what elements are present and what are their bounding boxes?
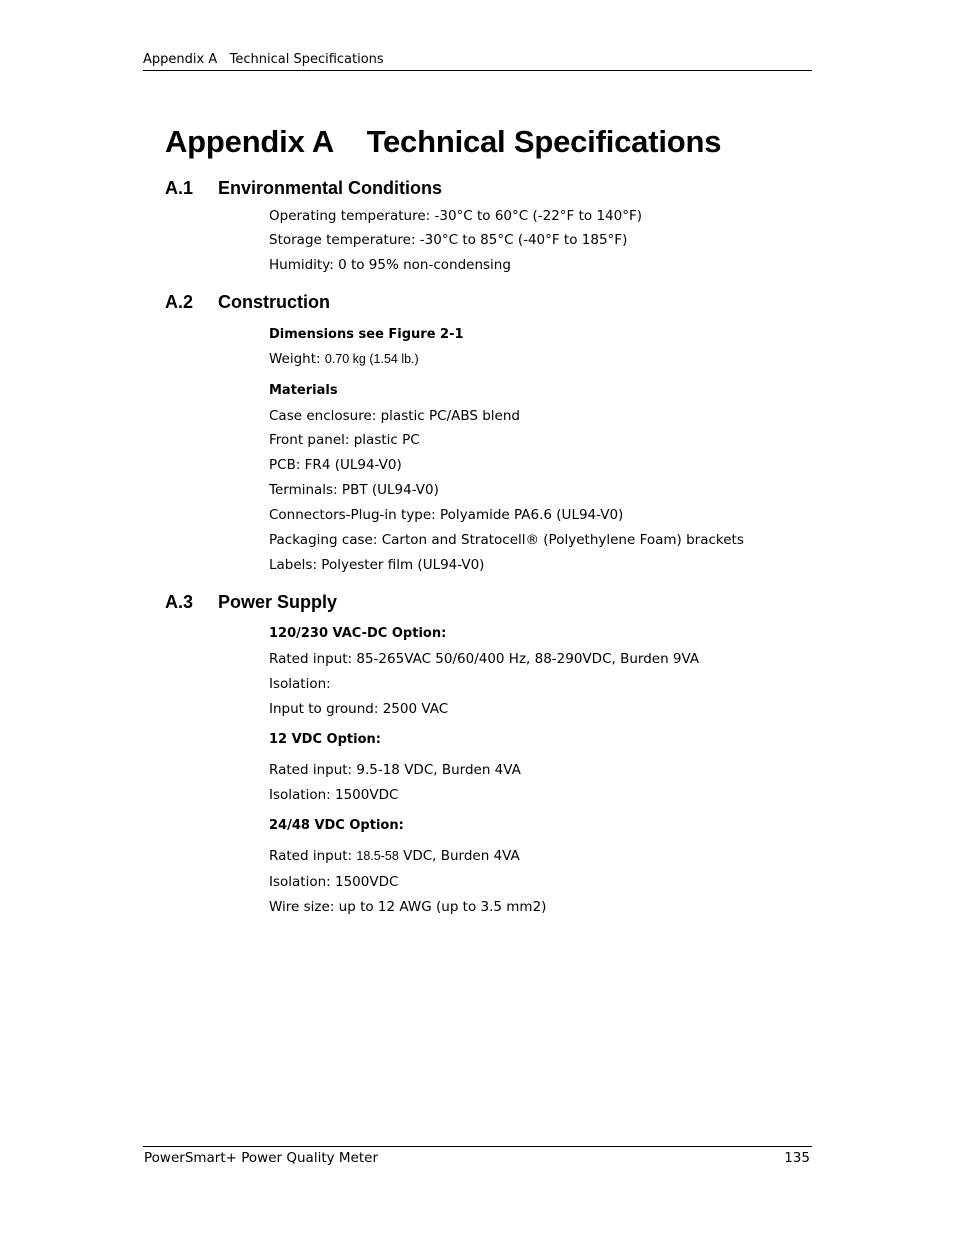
- running-header: Appendix A Technical Specifications: [143, 51, 812, 71]
- weight-label: Weight:: [269, 351, 325, 367]
- isolation: Isolation: 1500VDC: [269, 874, 399, 890]
- option-heading-24-48vdc: 24/48 VDC Option:: [269, 818, 404, 833]
- weight: [269, 350, 419, 368]
- storage-temperature: Storage temperature: -30°C to 85°C (-40°F to 185°F): [269, 232, 628, 248]
- rated-input: Rated input: 85-265VAC 50/60/400 Hz, 88-290VDC, Burden 9VA: [269, 651, 700, 667]
- material-item: Connectors-Plug-in type: Polyamide PA6.6 (UL94-V0): [269, 507, 624, 523]
- option-heading-120-230: 120/230 VAC-DC Option:: [269, 626, 447, 641]
- wire-size: Wire size: up to 12 AWG (up to 3.5 mm2): [269, 899, 547, 915]
- humidity: Humidity: 0 to 95% non-condensing: [269, 257, 511, 273]
- rated-input-rest: VDC, Burden 4VA: [398, 848, 520, 864]
- section-title: Environmental Conditions: [218, 178, 443, 198]
- materials-heading: Materials: [269, 383, 338, 398]
- material-item: Front panel: plastic PC: [269, 432, 420, 448]
- material-item: Case enclosure: plastic PC/ABS blend: [269, 408, 520, 424]
- running-footer: [143, 1146, 812, 1167]
- section-number: A.3: [165, 592, 194, 612]
- section-number: A.2: [165, 292, 194, 312]
- page-title: Appendix A Technical Specifications: [165, 124, 722, 159]
- rated-input: [269, 847, 520, 865]
- rated-input: Rated input: 9.5-18 VDC, Burden 4VA: [269, 762, 521, 778]
- isolation: Isolation: 1500VDC: [269, 787, 399, 803]
- isolation: Isolation:: [269, 676, 331, 692]
- material-item: PCB: FR4 (UL94-V0): [269, 457, 402, 473]
- input-to-ground: Input to ground: 2500 VAC: [269, 701, 449, 717]
- rated-input-range: 18.5-58: [356, 849, 399, 863]
- material-item: Labels: Polyester film (UL94-V0): [269, 557, 485, 573]
- section-number: A.1: [165, 178, 194, 198]
- footer-product-name: PowerSmart+ Power Quality Meter: [144, 1150, 378, 1166]
- material-item: Terminals: PBT (UL94-V0): [269, 482, 439, 498]
- page-number: 135: [784, 1150, 810, 1166]
- operating-temperature: Operating temperature: -30°C to 60°C (-22°F to 140°F): [269, 208, 643, 224]
- dimensions-heading: Dimensions see Figure 2-1: [269, 327, 464, 342]
- section-title: Power Supply: [218, 592, 338, 612]
- option-heading-12vdc: 12 VDC Option:: [269, 732, 381, 747]
- rated-input-label: Rated input:: [269, 848, 357, 864]
- material-item: Packaging case: Carton and Stratocell® (Polyethylene Foam) brackets: [269, 532, 744, 548]
- section-title: Construction: [218, 292, 330, 312]
- weight-value: 0.70 kg (1.54 lb.): [324, 352, 419, 366]
